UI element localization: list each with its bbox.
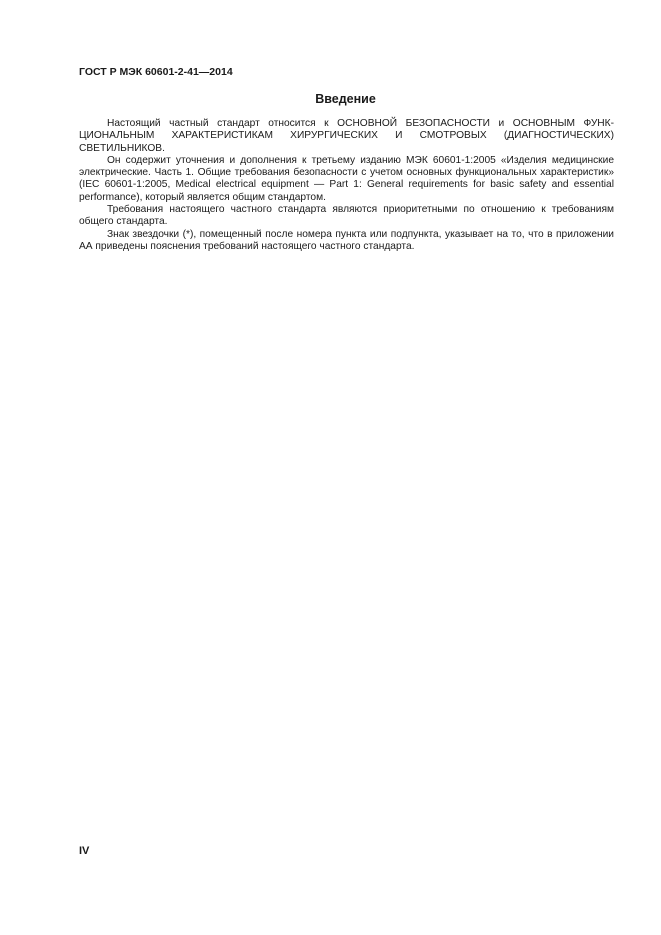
paragraph-asterisk-note: Знак звездочки (*), помещенный после номера пункта или подпункта, указывает на то, что в приложении АА приведены пояснения требований настоящего частного стандарта. [79, 228, 614, 252]
paragraph-relation-general-standard: Он содержит уточнения и дополнения к третьему изданию МЭК 60601-1:2005 «Изделия медицинские электрические. Часть 1. Общие требования безопасности с учетом основных функциональных характеристик» (IEC 60601-1:2005, Medical electrical equipment — Part 1: General requirements for basic safety and essential performance), который является общим стандартом. [79, 154, 614, 203]
paragraph-scope: Настоящий частный стандарт относится к ОСНОВНОЙ БЕЗОПАСНОСТИ и ОСНОВНЫМ ФУНКЦИОНАЛЬНЫМ ХАРАКТЕРИСТИКАМ ХИРУРГИЧЕСКИХ И СМОТРОВЫХ (ДИАГНОСТИЧЕСКИХ) СВЕТИЛЬНИКОВ. [79, 118, 614, 154]
page-number: IV [79, 845, 90, 857]
section-title: Введение [315, 92, 376, 106]
paragraph-priority: Требования настоящего частного стандарта являются приоритетными по отношению к требованиям общего стандарта. [79, 204, 614, 228]
introduction-body [79, 118, 614, 253]
document-standard-id: ГОСТ Р МЭК 60601-2-41—2014 [79, 66, 233, 78]
